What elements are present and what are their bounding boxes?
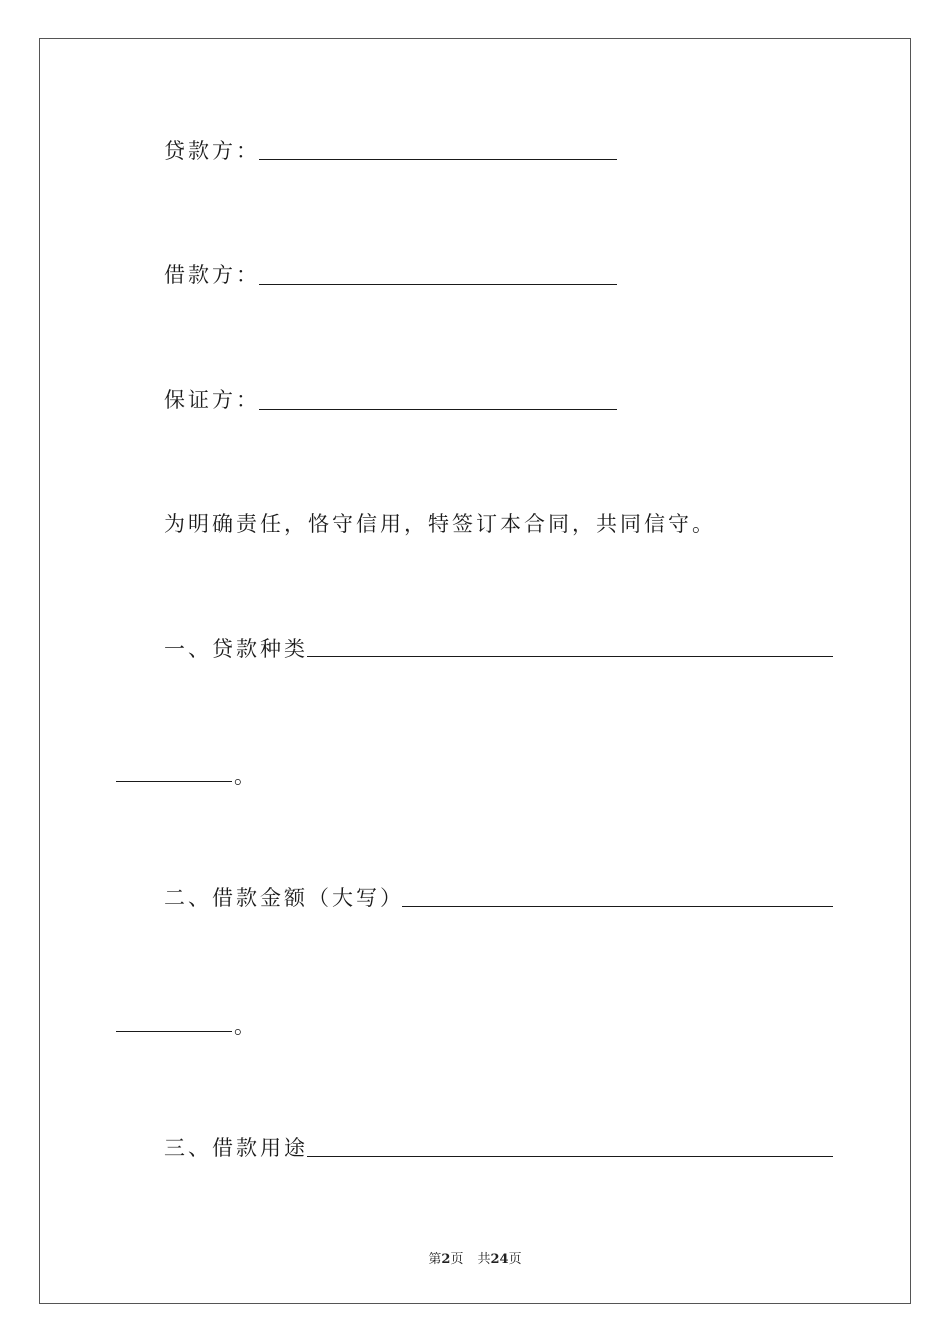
lender-label: 贷款方： xyxy=(164,139,260,163)
total-suffix: 页 xyxy=(508,1252,522,1267)
clause1-end-mark: 。 xyxy=(234,764,258,788)
borrower-blank-line[interactable] xyxy=(259,284,617,285)
clause2-blank-continuation[interactable] xyxy=(116,1031,232,1032)
clause2-end-mark: 。 xyxy=(234,1014,258,1038)
guarantor-blank-line[interactable] xyxy=(259,409,617,410)
page-total: 24 xyxy=(490,1252,509,1267)
lender-blank-line[interactable] xyxy=(259,159,617,160)
page-border xyxy=(39,38,911,1304)
guarantor-label: 保证方： xyxy=(164,388,260,412)
page-footer xyxy=(0,1248,950,1267)
clause1-blank-continuation[interactable] xyxy=(116,781,232,782)
page-current: 2 xyxy=(441,1252,451,1267)
page-prefix: 第 xyxy=(428,1252,442,1267)
clause3-label: 三、借款用途 xyxy=(164,1136,308,1160)
borrower-label: 借款方： xyxy=(164,263,260,287)
page-suffix: 页 xyxy=(450,1252,464,1267)
clause1-blank-line[interactable] xyxy=(307,656,833,657)
clause3-blank-line[interactable] xyxy=(307,1156,833,1157)
clause1-label: 一、贷款种类 xyxy=(164,637,308,661)
clause2-label: 二、借款金额（大写） xyxy=(164,886,404,910)
clause2-blank-line[interactable] xyxy=(402,906,833,907)
preamble-text: 为明确责任，恪守信用，特签订本合同，共同信守。 xyxy=(164,512,716,536)
total-prefix: 共 xyxy=(477,1252,491,1267)
